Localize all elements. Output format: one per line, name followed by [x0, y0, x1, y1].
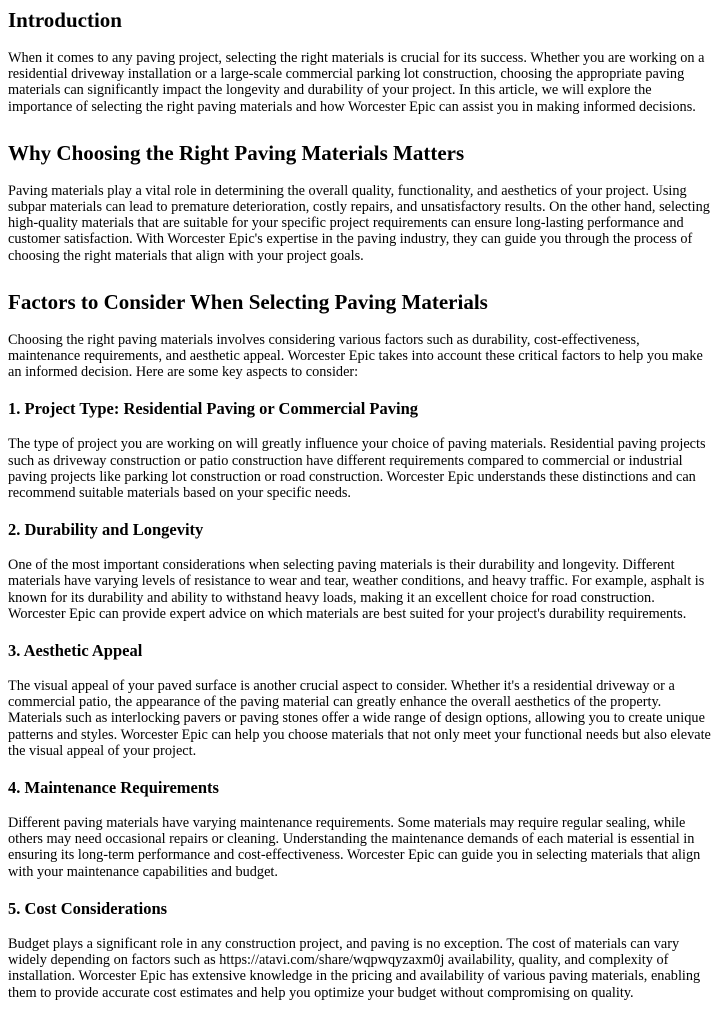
section-cost-paragraph: Budget plays a significant role in any construction project, and paving is no exception. The cost of materials can vary widely depending on factors such as https://atavi.com/share/wqpwqyzaxm0j availability, quality, and complexity of installation. Worcester Epic has extensive knowledge in the pricing and availability of various paving materials, enabling them to provide accurate cost estimates and help you optimize your budget without compromising on quality.	[8, 935, 701, 1001]
introduction-heading: Introduction	[8, 8, 122, 32]
section-aesthetic-heading: 3. Aesthetic Appeal	[8, 641, 143, 661]
section-durability-paragraph: One of the most important considerations when selecting paving materials is their durability and longevity. Different materials have varying levels of resistance to wear and tear, weather conditions, and heavy traffic. For example, asphalt is known for its durability and ability to withstand heavy loads, making it an excellent choice for road construction. Worcester Epic can provide expert advice on which materials are best suited for your project's durability requirements.	[8, 557, 705, 622]
article	[0, 7, 720, 1001]
factors-heading: Factors to Consider When Selecting Paving Materials	[8, 289, 488, 314]
section-aesthetic-paragraph: The visual appeal of your paved surface is another crucial aspect to consider. Whether it's a residential driveway or a commercial patio, the appearance of the paving material can greatly enhance the overall aesthetics of the property. Materials such as interlocking pavers or paving stones offer a wide range of design options, allowing you to create unique patterns and styles. Worcester Epic can help you choose materials that not only meet your functional needs but also elevate the visual appeal of your project.	[8, 678, 711, 759]
section-cost-heading: 5. Cost Considerations	[8, 898, 168, 918]
introduction-paragraph: When it comes to any paving project, selecting the right materials is crucial for its success. Whether you are working on a residential driveway installation or a large-scale commercial parking lot construction, choosing the appropriate paving materials can significantly impact the longevity and durability of your project. In this article, we will explore the importance of selecting the right paving materials and how Worcester Epic can assist you in making informed decisions.	[8, 50, 705, 115]
section-maintenance-heading: 4. Maintenance Requirements	[8, 778, 219, 798]
section-maintenance-paragraph: Different paving materials have varying maintenance requirements. Some materials may require regular sealing, while others may need occasional repairs or cleaning. Understanding the maintenance demands of each material is essential in ensuring its long-term performance and cost-effectiveness. Worcester Epic can guide you in selecting materials that align with your maintenance capabilities and budget.	[8, 815, 701, 880]
factors-paragraph: Choosing the right paving materials involves considering various factors such as durability, cost-effectiveness, maintenance requirements, and aesthetic appeal. Worcester Epic takes into account these critical factors to help you make an informed decision. Here are some key aspects to consider:	[8, 331, 703, 381]
section-project-type-heading: 1. Project Type: Residential Paving or Commercial Paving	[8, 399, 419, 419]
why-matters-heading: Why Choosing the Right Paving Materials Matters	[8, 140, 465, 165]
section-durability-heading: 2. Durability and Longevity	[8, 520, 204, 540]
section-project-type-paragraph: The type of project you are working on will greatly influence your choice of paving materials. Residential paving projects such as driveway construction or patio construction have different requirements compared to commercial or industrial paving projects like parking lot construction or road construction. Worcester Epic understands these distinctions and can recommend suitable materials based on your specific needs.	[8, 436, 706, 502]
why-matters-paragraph: Paving materials play a vital role in determining the overall quality, functionality, and aesthetics of your project. Using subpar materials can lead to premature deterioration, costly repairs, and unsatisfactory results. On the other hand, selecting high-quality materials that are suitable for your specific project requirements can ensure long-lasting performance and customer satisfaction. With Worcester Epic's expertise in the paving industry, they can guide you through the process of choosing the right materials that align with your project goals.	[8, 182, 710, 264]
